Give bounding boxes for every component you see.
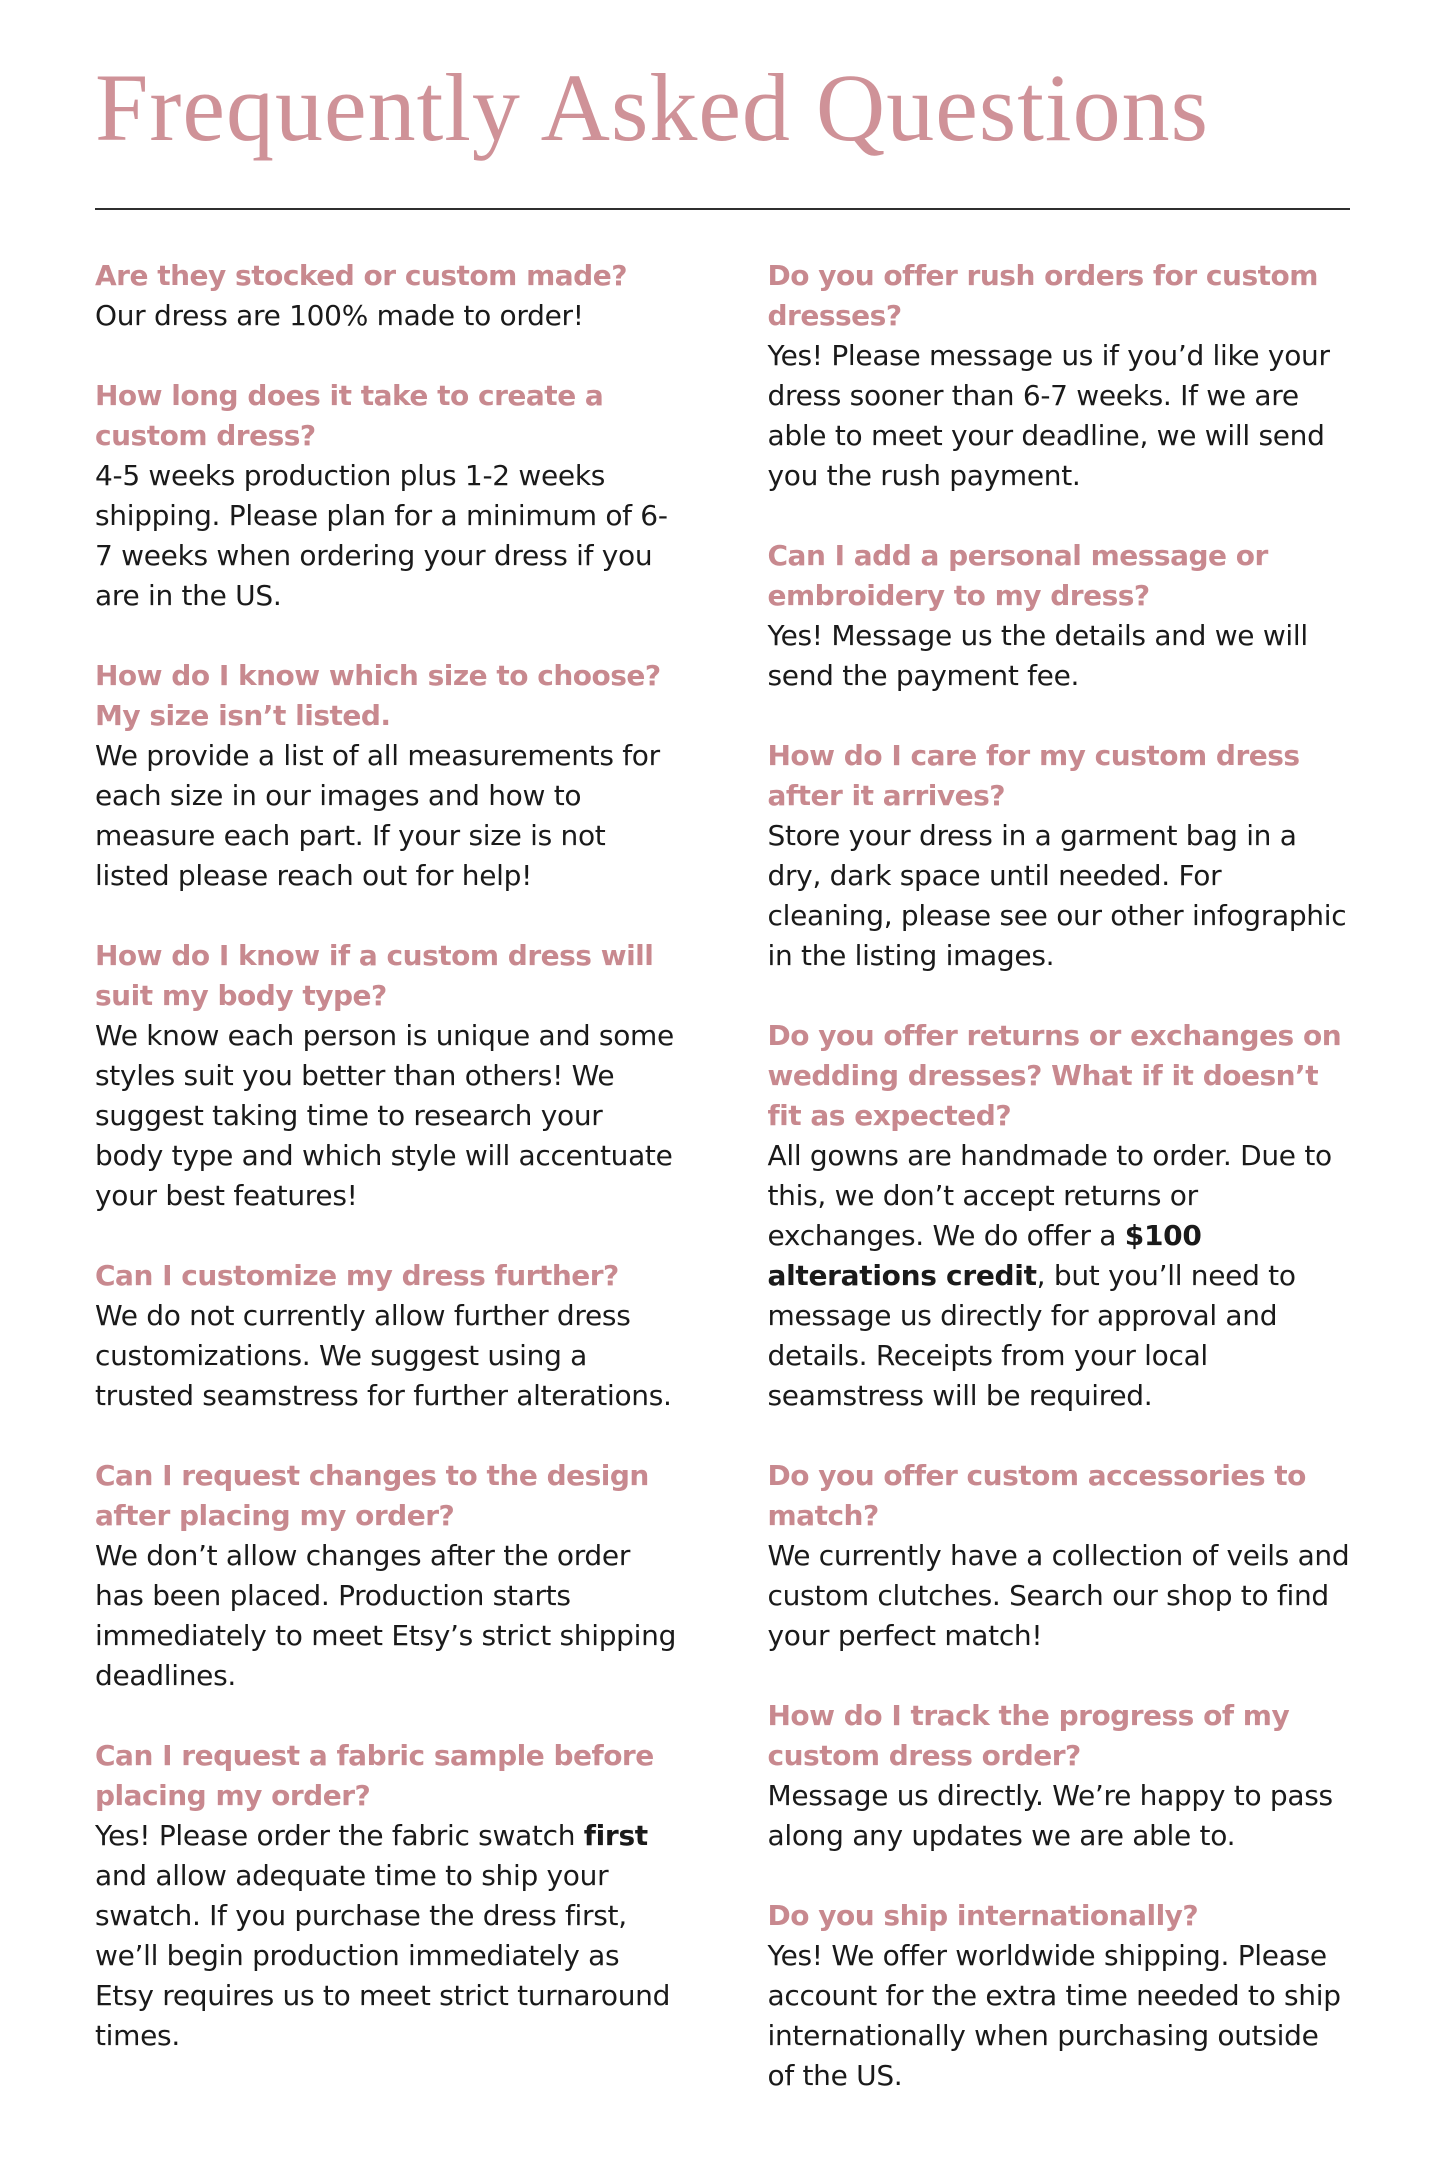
faq-answer-segment: We do not currently allow further dress customizations. We suggest using a trusted seamstress for further alterations.	[95, 1299, 672, 1412]
faq-item	[95, 1256, 678, 1416]
faq-answer-segment: Message us directly. We’re happy to pass along any updates we are able to.	[767, 1779, 1333, 1852]
faq-item	[95, 1456, 678, 1696]
faq-item	[95, 936, 678, 1216]
faq-question: How do I care for my custom dress after it arrives?	[767, 739, 1300, 812]
faq-answer-segment: Store your dress in a garment bag in a dry, dark space until needed. For cleaning, please see our other infographic in the listing images.	[767, 819, 1347, 972]
faq-answer-bold-segment: $100 alterations credit	[767, 1219, 1202, 1292]
faq-answer	[768, 336, 1351, 496]
faq-answer	[95, 1816, 678, 2056]
faq-item	[95, 376, 678, 616]
faq-item	[95, 1736, 678, 2056]
faq-question: Can I request a fabric sample before placing my order?	[95, 1739, 654, 1812]
faq-question: Can I request changes to the design after placing my order?	[95, 1459, 649, 1532]
faq-item	[768, 736, 1351, 976]
faq-question: How do I know which size to choose? My size isn’t listed.	[95, 659, 661, 732]
faq-item	[768, 1696, 1351, 1856]
faq-item	[768, 1896, 1351, 2096]
faq-question: Do you offer custom accessories to match?	[767, 1459, 1306, 1532]
faq-answer-segment: We know each person is unique and some styles suit you better than others! We suggest taking time to research your body type and which style will accentuate your best features!	[95, 1019, 674, 1212]
faq-answer-segment: , but you’ll need to message us directly for approval and details. Receipts from your local seamstress will be required.	[767, 1259, 1296, 1412]
faq-item	[768, 1016, 1351, 1416]
faq-answer	[95, 296, 678, 336]
faq-answer	[768, 1536, 1351, 1656]
faq-answer-segment: Our dress are 100% made to order!	[95, 299, 584, 332]
faq-column-right	[768, 256, 1351, 2096]
faq-question: Do you offer returns or exchanges on wedding dresses? What if it doesn’t fit as expected?	[767, 1019, 1342, 1132]
faq-answer	[95, 1536, 678, 1696]
faq-question: Do you ship internationally?	[767, 1899, 1199, 1932]
faq-item	[768, 256, 1351, 496]
faq-answer	[95, 456, 678, 616]
faq-answer-segment: Yes! Please order the fabric swatch	[95, 1819, 584, 1852]
faq-answer-segment: All gowns are handmade to order. Due to this, we don’t accept returns or exchanges. We do offer a	[767, 1139, 1332, 1252]
faq-answer-segment: We currently have a collection of veils and custom clutches. Search our shop to find your perfect match!	[767, 1539, 1350, 1652]
faq-question: Are they stocked or custom made?	[95, 259, 627, 292]
faq-item	[768, 1456, 1351, 1656]
faq-answer-segment: Yes! We offer worldwide shipping. Please account for the extra time needed to ship internationally when purchasing outside of the US.	[767, 1939, 1341, 2092]
faq-answer-segment: and allow adequate time to ship your swatch. If you purchase the dress first, we’ll begin production immediately as Etsy requires us to meet strict turnaround times.	[95, 1859, 671, 2052]
faq-question: Can I customize my dress further?	[95, 1259, 619, 1292]
faq-question: Do you offer rush orders for custom dresses?	[767, 259, 1318, 332]
faq-item	[95, 656, 678, 896]
faq-question: How do I know if a custom dress will suit my body type?	[95, 939, 654, 1012]
page-title: Frequently Asked Questions	[95, 54, 1209, 161]
faq-answer	[768, 1776, 1351, 1856]
faq-column-left	[95, 256, 678, 2096]
faq-answer	[95, 736, 678, 896]
faq-answer	[768, 1136, 1351, 1416]
faq-question: How long does it take to create a custom dress?	[95, 379, 604, 452]
faq-answer-segment: We provide a list of all measurements for each size in our images and how to measure each part. If your size is not listed please reach out for help!	[95, 739, 660, 892]
faq-answer-segment: We don’t allow changes after the order has been placed. Production starts immediately to meet Etsy’s strict shipping deadlines.	[95, 1539, 677, 1692]
faq-question: Can I add a personal message or embroidery to my dress?	[767, 539, 1268, 612]
faq-answer	[95, 1296, 678, 1416]
faq-columns	[95, 256, 1350, 2096]
faq-item	[95, 256, 678, 336]
faq-item	[768, 536, 1351, 696]
faq-answer-segment: Yes! Please message us if you’d like your dress sooner than 6-7 weeks. If we are able to meet your deadline, we will send you the rush payment.	[767, 339, 1330, 492]
title-divider	[95, 208, 1350, 210]
faq-answer-segment: Yes! Message us the details and we will send the payment fee.	[767, 619, 1308, 692]
faq-question: How do I track the progress of my custom dress order?	[767, 1699, 1290, 1772]
faq-answer	[95, 1016, 678, 1216]
faq-answer	[768, 616, 1351, 696]
faq-answer	[768, 816, 1351, 976]
faq-answer	[768, 1936, 1351, 2096]
faq-answer-segment: 4-5 weeks production plus 1-2 weeks shipping. Please plan for a minimum of 6-7 weeks when ordering your dress if you are in the US.	[95, 459, 668, 612]
page-header	[95, 48, 1350, 210]
faq-answer-bold-segment: first	[583, 1819, 648, 1852]
